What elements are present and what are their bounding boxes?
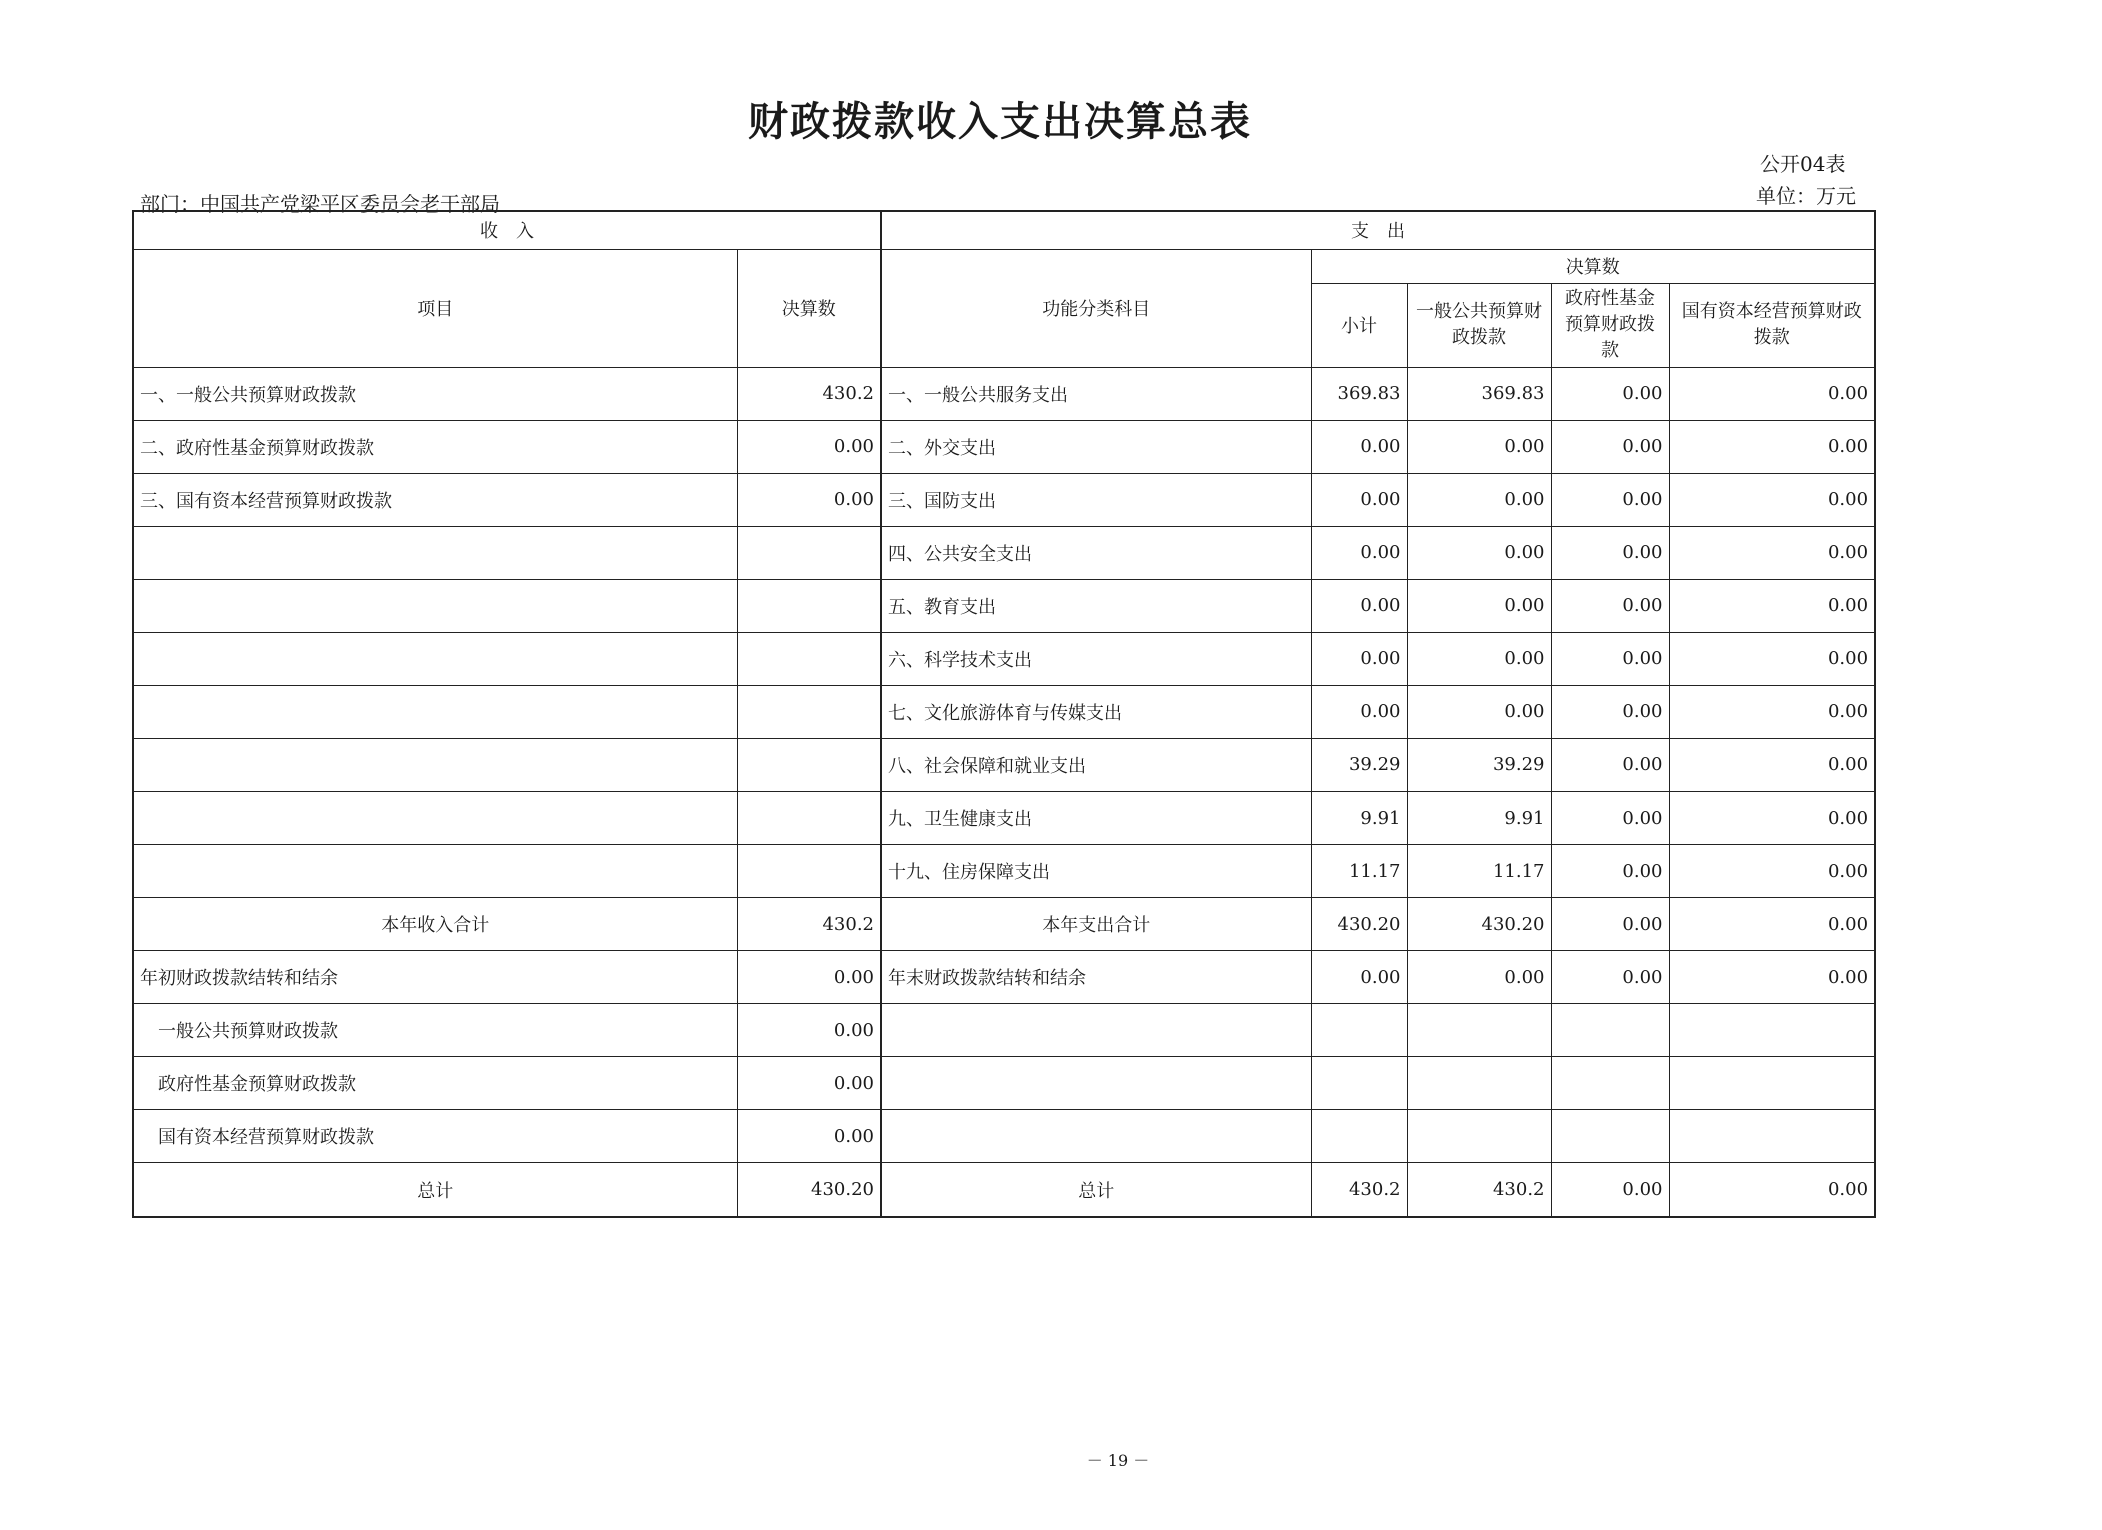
expense-item — [881, 1110, 1311, 1163]
income-item: 一般公共预算财政拨款 — [133, 1004, 737, 1057]
income-amount: 0.00 — [737, 1057, 881, 1110]
general-cell: 0.00 — [1407, 526, 1551, 579]
table-row — [133, 792, 1875, 845]
general-cell — [1407, 1110, 1551, 1163]
income-amount: 0.00 — [737, 1110, 881, 1163]
income-amount: 430.2 — [737, 898, 881, 951]
state-capital-cell: 0.00 — [1669, 473, 1875, 526]
general-cell: 0.00 — [1407, 420, 1551, 473]
table-row — [133, 738, 1875, 791]
general-cell: 0.00 — [1407, 579, 1551, 632]
gov-fund-header: 政府性基金预算财政拨款 — [1551, 283, 1669, 367]
page-number: － 19 － — [1086, 1451, 1150, 1470]
state-capital-cell: 0.00 — [1669, 1163, 1875, 1217]
income-item — [133, 526, 737, 579]
general-cell: 430.20 — [1407, 898, 1551, 951]
gov-fund-cell — [1551, 1057, 1669, 1110]
income-item — [133, 632, 737, 685]
general-cell: 11.17 — [1407, 845, 1551, 898]
gov-fund-cell — [1551, 1004, 1669, 1057]
gov-fund-cell: 0.00 — [1551, 685, 1669, 738]
income-item — [133, 845, 737, 898]
state-capital-cell: 0.00 — [1669, 792, 1875, 845]
subtotal-header: 小计 — [1311, 283, 1407, 367]
final-amount-header: 决算数 — [737, 249, 881, 367]
subtotal-cell — [1311, 1110, 1407, 1163]
subtotal-cell: 0.00 — [1311, 579, 1407, 632]
table-row — [133, 685, 1875, 738]
expense-item: 五、教育支出 — [881, 579, 1311, 632]
subtotal-cell: 0.00 — [1311, 685, 1407, 738]
grand-total-row — [133, 1163, 1875, 1217]
form-number: 公开04表 — [1760, 152, 1846, 176]
state-capital-cell: 0.00 — [1669, 526, 1875, 579]
general-cell: 0.00 — [1407, 632, 1551, 685]
expense-item: 六、科学技术支出 — [881, 632, 1311, 685]
income-item: 一、一般公共预算财政拨款 — [133, 367, 737, 420]
income-amount — [737, 632, 881, 685]
subtotal-cell: 9.91 — [1311, 792, 1407, 845]
income-item: 政府性基金预算财政拨款 — [133, 1057, 737, 1110]
subtotal-cell: 11.17 — [1311, 845, 1407, 898]
department-label: 部门：中国共产党梁平区委员会老干部局 — [140, 192, 500, 216]
state-capital-cell: 0.00 — [1669, 951, 1875, 1004]
table-row — [133, 473, 1875, 526]
gov-fund-cell — [1551, 1110, 1669, 1163]
item-header: 项目 — [133, 249, 737, 367]
expense-item: 九、卫生健康支出 — [881, 792, 1311, 845]
state-capital-cell: 0.00 — [1669, 738, 1875, 791]
function-category-header: 功能分类科目 — [881, 249, 1311, 367]
subtotal-cell: 430.2 — [1311, 1163, 1407, 1217]
page-title: 财政拨款收入支出决算总表 — [748, 98, 1252, 145]
expense-item: 十九、住房保障支出 — [881, 845, 1311, 898]
income-amount: 0.00 — [737, 951, 881, 1004]
income-item — [133, 738, 737, 791]
state-capital-cell: 0.00 — [1669, 367, 1875, 420]
expense-item: 七、文化旅游体育与传媒支出 — [881, 685, 1311, 738]
income-amount — [737, 685, 881, 738]
income-item: 总计 — [133, 1163, 737, 1217]
gov-fund-cell: 0.00 — [1551, 845, 1669, 898]
state-capital-cell — [1669, 1004, 1875, 1057]
income-amount: 430.20 — [737, 1163, 881, 1217]
expense-item: 一、一般公共服务支出 — [881, 367, 1311, 420]
gov-fund-cell: 0.00 — [1551, 792, 1669, 845]
gov-fund-cell: 0.00 — [1551, 632, 1669, 685]
table-row — [133, 632, 1875, 685]
table-row — [133, 1057, 1875, 1110]
state-capital-cell — [1669, 1110, 1875, 1163]
income-item: 本年收入合计 — [133, 898, 737, 951]
expense-item: 三、国防支出 — [881, 473, 1311, 526]
unit-label: 单位：万元 — [1756, 184, 1856, 208]
income-item: 年初财政拨款结转和结余 — [133, 951, 737, 1004]
income-amount: 0.00 — [737, 1004, 881, 1057]
state-capital-cell — [1669, 1057, 1875, 1110]
general-cell — [1407, 1004, 1551, 1057]
income-amount — [737, 792, 881, 845]
gov-fund-cell: 0.00 — [1551, 420, 1669, 473]
state-capital-cell: 0.00 — [1669, 845, 1875, 898]
subtotal-cell: 369.83 — [1311, 367, 1407, 420]
income-amount — [737, 845, 881, 898]
subtotal-cell: 430.20 — [1311, 898, 1407, 951]
table-row — [133, 579, 1875, 632]
income-expense-subtotal-row — [133, 898, 1875, 951]
state-capital-cell: 0.00 — [1669, 632, 1875, 685]
general-cell: 0.00 — [1407, 951, 1551, 1004]
subtotal-cell: 0.00 — [1311, 951, 1407, 1004]
gov-fund-cell: 0.00 — [1551, 738, 1669, 791]
table-row — [133, 367, 1875, 420]
income-item: 二、政府性基金预算财政拨款 — [133, 420, 737, 473]
expense-item — [881, 1057, 1311, 1110]
income-item: 三、国有资本经营预算财政拨款 — [133, 473, 737, 526]
general-cell: 430.2 — [1407, 1163, 1551, 1217]
gov-fund-cell: 0.00 — [1551, 526, 1669, 579]
gov-fund-cell: 0.00 — [1551, 1163, 1669, 1217]
income-item — [133, 792, 737, 845]
income-header: 收 入 — [133, 211, 881, 249]
table-row — [133, 845, 1875, 898]
subtotal-cell — [1311, 1004, 1407, 1057]
appropriation-table — [132, 210, 1876, 1218]
income-item — [133, 579, 737, 632]
expense-item: 年末财政拨款结转和结余 — [881, 951, 1311, 1004]
income-amount: 0.00 — [737, 473, 881, 526]
state-capital-cell: 0.00 — [1669, 579, 1875, 632]
income-item — [133, 685, 737, 738]
table-row — [133, 420, 1875, 473]
table-row — [133, 1110, 1875, 1163]
subtotal-cell: 39.29 — [1311, 738, 1407, 791]
gov-fund-cell: 0.00 — [1551, 367, 1669, 420]
general-cell — [1407, 1057, 1551, 1110]
gov-fund-cell: 0.00 — [1551, 898, 1669, 951]
subtotal-cell: 0.00 — [1311, 526, 1407, 579]
subtotal-cell: 0.00 — [1311, 632, 1407, 685]
expense-item: 总计 — [881, 1163, 1311, 1217]
carryover-row — [133, 951, 1875, 1004]
expense-item — [881, 1004, 1311, 1057]
general-cell: 39.29 — [1407, 738, 1551, 791]
expense-item: 四、公共安全支出 — [881, 526, 1311, 579]
gov-fund-cell: 0.00 — [1551, 579, 1669, 632]
income-amount — [737, 738, 881, 791]
subtotal-cell — [1311, 1057, 1407, 1110]
expense-item: 八、社会保障和就业支出 — [881, 738, 1311, 791]
income-amount: 430.2 — [737, 367, 881, 420]
income-amount — [737, 579, 881, 632]
state-capital-cell: 0.00 — [1669, 685, 1875, 738]
gov-fund-cell: 0.00 — [1551, 473, 1669, 526]
table-row — [133, 526, 1875, 579]
general-cell: 0.00 — [1407, 473, 1551, 526]
table-row — [133, 1004, 1875, 1057]
general-cell: 9.91 — [1407, 792, 1551, 845]
expense-item: 本年支出合计 — [881, 898, 1311, 951]
general-cell: 369.83 — [1407, 367, 1551, 420]
income-amount: 0.00 — [737, 420, 881, 473]
subtotal-cell: 0.00 — [1311, 473, 1407, 526]
state-capital-cell: 0.00 — [1669, 420, 1875, 473]
general-budget-header: 一般公共预算财政拨款 — [1407, 283, 1551, 367]
income-amount — [737, 526, 881, 579]
income-item: 国有资本经营预算财政拨款 — [133, 1110, 737, 1163]
expense-item: 二、外交支出 — [881, 420, 1311, 473]
state-capital-header: 国有资本经营预算财政拨款 — [1669, 283, 1875, 367]
expense-header: 支 出 — [881, 211, 1875, 249]
subtotal-cell: 0.00 — [1311, 420, 1407, 473]
general-cell: 0.00 — [1407, 685, 1551, 738]
state-capital-cell: 0.00 — [1669, 898, 1875, 951]
gov-fund-cell: 0.00 — [1551, 951, 1669, 1004]
final-amount-group-header: 决算数 — [1311, 249, 1875, 283]
